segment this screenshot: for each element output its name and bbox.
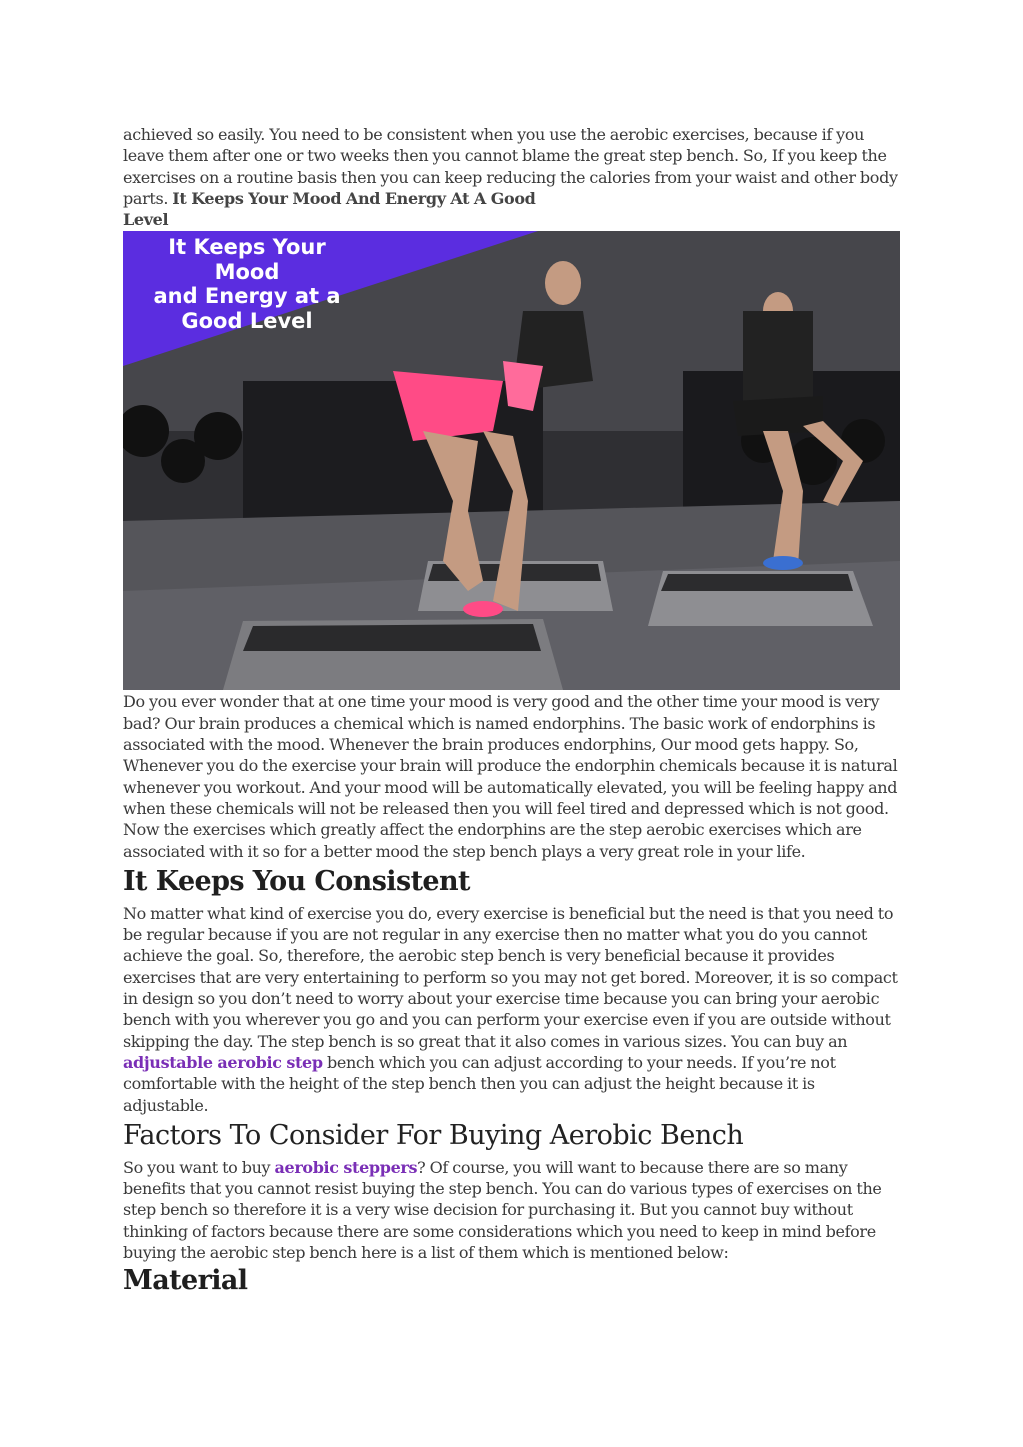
intro-text: achieved so easily. You need to be consistent when you use the aerobic exercises, because if you leave them after one or two weeks then you cannot blame the great step bench. So, If you keep the exercises on a routine basis then you can keep reducing the calories from your waist and other body parts. xyxy=(123,125,898,208)
hero-caption-line-2: and Energy at a xyxy=(153,284,341,309)
heading-factors: Factors To Consider For Buying Aerobic Bench xyxy=(123,1119,744,1151)
document-page xyxy=(123,124,901,1296)
heading-material: Material xyxy=(123,1265,248,1297)
consistent-text-b: bench which you can adjust according to your needs. If you’re not comfortable with the height of the step bench then you can adjust the height because it is adjustable. xyxy=(123,1052,836,1115)
heading-consistent: It Keeps You Consistent xyxy=(123,865,470,897)
hero-caption-line-1: It Keeps Your Mood xyxy=(168,235,326,284)
hero-image xyxy=(123,231,900,690)
adjustable-aerobic-step-link[interactable]: adjustable aerobic step xyxy=(123,1052,323,1072)
intro-bold-heading-cont: Level xyxy=(123,210,169,230)
factors-text-a: So you want to buy xyxy=(123,1157,275,1177)
intro-paragraph xyxy=(123,124,901,230)
intro-bold-heading: It Keeps Your Mood And Energy At A Good xyxy=(172,188,536,208)
hero-caption-line-3: Good Level xyxy=(181,308,313,333)
mood-paragraph: Do you ever wonder that at one time your mood is very good and the other time your mood is very bad? Our brain produces a chemical which is named endorphins. The basic work of endorphins is associated with the mood. Whenever the brain produces endorphins, Our mood gets happy. So, Whenever you do the exercise your brain will produce the endorphin chemicals because it is natural whenever you workout. And your mood will be automatically elevated, you will be feeling happy and when these chemicals will not be released then you will feel tired and depressed which is not good. Now the exercises which greatly affect the endorphins are the step aerobic exercises which are associated with it so for a better mood the step bench plays a very great role in your life. xyxy=(123,692,898,861)
consistent-text-a: No matter what kind of exercise you do, every exercise is beneficial but the need is that you need to be regular because if you are not regular in any exercise then no matter what you do you cannot achieve the goal. So, therefore, the aerobic step bench is very beneficial because it provides exercises that are very entertaining to perform so you may not get bored. Moreover, it is so compact in design so you don’t need to worry about your exercise time because you can bring your aerobic bench with you wherever you go and you can perform your exercise even if you are outside without skipping the day. The step bench is so great that it also comes in various sizes. You can buy an xyxy=(123,903,898,1051)
hero-caption xyxy=(137,235,357,333)
consistent-paragraph xyxy=(123,903,901,1116)
factors-text-b: ? Of course, you will want to because there are so many benefits that you cannot resist buying the step bench. You can do various types of exercises on the step bench so therefore it is a very wise decision for purchasing it. But you cannot buy without thinking of factors because there are some considerations which you need to keep in mind before buying the aerobic step bench here is a list of them which is mentioned below: xyxy=(123,1157,882,1263)
factors-paragraph xyxy=(123,1157,901,1263)
aerobic-steppers-link[interactable]: aerobic steppers xyxy=(274,1157,418,1177)
